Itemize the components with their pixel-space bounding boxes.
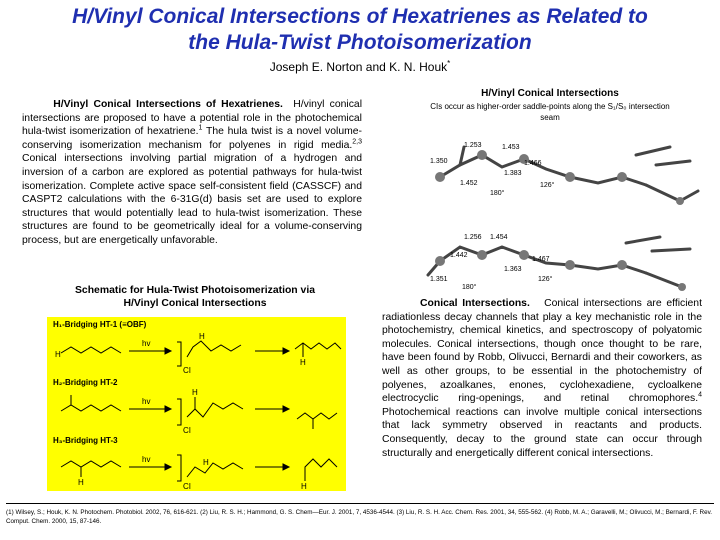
poster-title <box>0 4 720 56</box>
ci-label-3: CI <box>183 482 191 491</box>
schematic-title <box>40 284 350 310</box>
h-atom-1b: H <box>199 332 205 341</box>
mol2-label-2: 1.454 <box>490 234 508 241</box>
abstract-ref-a: 1 <box>198 124 203 132</box>
ci-structure-image-1 <box>420 125 710 215</box>
conical-heading: Conical Intersections. <box>420 298 530 309</box>
authors <box>0 60 720 74</box>
mol2-label-6: 1.363 <box>504 266 522 273</box>
hv-label-3: hv <box>142 455 151 464</box>
product-3 <box>305 459 337 481</box>
references: (1) Wilsey, S.; Houk, K. N. Photochem. Photobiol. 2002, 76, 616-621. (2) Liu, R. S. H.; Hammond, G. S. Chem—Eur. J. 2001, 7, 4536-4544. (3) Liu, R. S. H. Acc. Chem. Res. 2001, 34, 555-562. (4) Robb, M. A.; Garavelli, M.; Olivucci, M.; Bernardi, F. Rev. Comput. Chem. 2000, 15, 87-146. <box>6 509 713 525</box>
author-mark: * <box>447 59 451 68</box>
row-label-3: H₃-Bridging HT-3 <box>53 436 118 445</box>
ci-label-1: CI <box>183 366 191 375</box>
h-atom-2: H <box>192 388 198 397</box>
abstract-body-c: Conical intersections involving partial migration of a hydrogen and inversion of a carbon are explored as potential pathways for hula-twist isomerization. Complete active space self-consistent field (CASSCF) and CASPT2 calculations with the 6-31G(d) basis set are used to explore structures that would potentially lead to hula-twist isomerization. These structures are found to be geometrically ideal for a volume-conserving process, but are energetically unfavorable. <box>22 153 362 246</box>
row-label-1: H₁-Bridging HT-1 (≡OBF) <box>53 320 147 329</box>
mol2-label-4: 1.467 <box>532 256 550 263</box>
mol2-label-1: 1.256 <box>464 234 482 241</box>
mol1-label-6: 1.452 <box>460 180 478 187</box>
mol1-label-8: 180° <box>490 190 505 197</box>
conical-ref: 4 <box>698 391 702 399</box>
mol1-label-2: 1.253 <box>464 142 482 149</box>
title-line-2: the Hula-Twist Photoisomerization <box>188 31 532 54</box>
ci-structure-3 <box>187 463 243 477</box>
h-atom-1a: H <box>55 350 61 359</box>
conical-intersections-text <box>382 297 702 460</box>
mol1-label-3: 1.453 <box>502 144 520 151</box>
mol1-label-1: 1.350 <box>430 158 448 165</box>
hexatriene-1 <box>61 347 121 353</box>
abstract-ref-b: 2,3 <box>352 138 362 146</box>
schematic-panel <box>47 317 346 491</box>
schematic-diagram <box>47 317 346 491</box>
hv-label-1: hv <box>142 339 151 348</box>
hexatriene-2 <box>61 405 121 411</box>
mol2-label-5: 1.351 <box>430 276 448 283</box>
product-1 <box>295 343 341 349</box>
ci-label-2: CI <box>183 426 191 435</box>
schematic-title-line-2: H/Vinyl Conical Intersections <box>123 298 267 309</box>
mol1-label-5: 1.383 <box>504 170 522 177</box>
cis-panel-subtitle: CIs occur as higher-order saddle-points along the S₁/S₀ intersection seam <box>430 102 670 122</box>
mol1-label-7: 126° <box>540 182 555 189</box>
abstract-body-a: H/vinyl conical intersections are proposed to have a potential role in the photochemical hula-twist isomerization of hexatriene. <box>22 99 363 138</box>
abstract-heading: H/Vinyl Conical Intersections of Hexatrienes. <box>53 99 283 110</box>
ci-structure-1 <box>187 341 241 357</box>
author-names: Joseph E. Norton and K. N. Houk <box>269 60 448 74</box>
conical-body-a: Conical intersections are efficient radiationless decay channels that play a key mechanistic role in the photochemistry, chemical kinetics, and spectroscopy of polyatomic molecules. Conical intersections, though once thought to be rare, have been found by Robb, Olivucci, Bernardi and their coworkers, as well as other groups, to be essential in the photochemistry of polyenes, azoalkanes, enones, cyclohexadiene, cycloalkene electrocyclic ring-openings, and retinal chromophores. <box>382 298 702 405</box>
title-line-1: H/Vinyl Conical Intersections of Hexatrienes as Related to <box>72 5 648 28</box>
h-atom-3b: H <box>203 458 209 467</box>
mol2-label-3: 1.442 <box>450 252 468 259</box>
hexatriene-3 <box>61 461 121 467</box>
references-divider <box>6 503 714 504</box>
cis-panel-title: H/Vinyl Conical Intersections <box>481 88 619 99</box>
abstract <box>22 98 362 248</box>
mol2-label-7: 126° <box>538 276 553 283</box>
h-atom-1c: H <box>300 358 306 367</box>
h-atom-3a: H <box>78 478 84 487</box>
schematic-title-line-1: Schematic for Hula-Twist Photoisomerization via <box>75 285 315 296</box>
hv-label-2: hv <box>142 397 151 406</box>
product-2 <box>297 413 337 419</box>
mol2-label-8: 180° <box>462 284 477 291</box>
h-atom-3c: H <box>301 482 307 491</box>
mol1-label-4: 1.466 <box>524 160 542 167</box>
row-label-2: H₂-Bridging HT-2 <box>53 378 118 387</box>
ci-structure-image-2 <box>420 225 710 300</box>
abstract-body-b: The hula twist is a novel volume-conserving isomerization mechanism for polyenes in rigid media. <box>22 126 363 151</box>
conical-body-b: Photochemical reactions can involve multiple conical intersections that lack symmetry observed in reactants and products. Consequently, decay to the ground state can occur through structurally and energetically different conical intersections. <box>382 406 702 459</box>
